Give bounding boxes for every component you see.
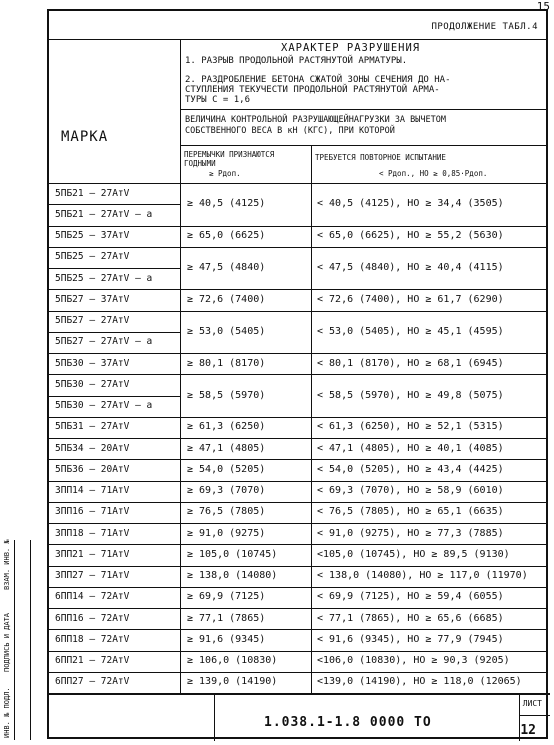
retest-value: < 53,0 (5405), НО ≥ 45,1 (4595) — [317, 325, 504, 337]
row-rule — [49, 374, 546, 375]
value-divider — [311, 145, 312, 693]
row-rule — [49, 502, 546, 503]
mark-cell: 5ПБ30 – 27АтV – а — [55, 400, 153, 412]
mark-sub-rule — [49, 396, 180, 397]
mark-cell: 6ПП21 – 72АтV — [55, 655, 130, 667]
accept-value: ≥ 91,0 (9275) — [187, 527, 266, 539]
marka-divider — [180, 39, 181, 693]
accept-value: ≥ 58,5 (5970) — [187, 389, 266, 401]
accept-value: ≥ 91,6 (9345) — [187, 633, 266, 645]
accept-value: ≥ 105,0 (10745) — [187, 548, 278, 560]
row-rule — [49, 629, 546, 630]
mark-cell: 3ПП14 – 71АтV — [55, 485, 130, 497]
marka-header: МАРКА — [61, 129, 109, 145]
col1-head-2: ГОДНЫМИ — [184, 159, 216, 168]
mark-cell: 5ПБ27 – 27АтV – а — [55, 336, 153, 348]
mark-cell: 6ПП27 – 72АтV — [55, 676, 130, 688]
retest-value: < 76,5 (7805), НО ≥ 65,1 (6635) — [317, 506, 504, 518]
retest-value: < 91,0 (9275), НО ≥ 77,3 (7885) — [317, 527, 504, 539]
row-rule — [49, 459, 546, 460]
accept-value: ≥ 61,3 (6250) — [187, 421, 266, 433]
accept-value: ≥ 69,3 (7070) — [187, 485, 266, 497]
mark-cell: 5ПБ25 – 27АтV – а — [55, 272, 153, 284]
retest-value: <139,0 (14190), НО ≥ 118,0 (12065) — [317, 676, 522, 688]
mark-cell: 5ПБ25 – 37АтV — [55, 230, 130, 242]
accept-value: ≥ 80,1 (8170) — [187, 357, 266, 369]
side-label-inv: ИНВ. № ПОДЛ. — [3, 687, 11, 738]
retest-value: < 61,3 (6250), НО ≥ 52,1 (5315) — [317, 421, 504, 433]
page-number: 15 — [536, 0, 550, 13]
sheet-label: ЛИСТ — [522, 699, 542, 708]
side-label-vzam: ВЗАМ. ИНВ. № — [3, 539, 11, 590]
table-sheet — [47, 9, 548, 739]
accept-value: ≥ 139,0 (14190) — [187, 676, 278, 688]
retest-value: < 65,0 (6625), НО ≥ 55,2 (5630) — [317, 230, 504, 242]
retest-value: < 54,0 (5205), НО ≥ 43,4 (4425) — [317, 463, 504, 475]
accept-value: ≥ 69,9 (7125) — [187, 591, 266, 603]
retest-value: < 69,3 (7070), НО ≥ 58,9 (6010) — [317, 485, 504, 497]
char-title: ХАРАКТЕР РАЗРУШЕНИЯ — [281, 42, 421, 54]
retest-value: < 91,6 (9345), НО ≥ 77,9 (7945) — [317, 633, 504, 645]
sheet-number: 12 — [520, 723, 536, 738]
retest-value: < 72,6 (7400), НО ≥ 61,7 (6290) — [317, 293, 504, 305]
row-rule — [49, 608, 546, 609]
load-desc-1: ВЕЛИЧИНА КОНТРОЛЬНОЙ РАЗРУШАЮЩЕЙНАГРУЗКИ ЗА ВЫЧЕТОМ — [185, 115, 446, 125]
accept-value: ≥ 76,5 (7805) — [187, 506, 266, 518]
char-item-2c: ТУРЫ C = 1,6 — [185, 95, 251, 105]
row-rule — [49, 481, 546, 482]
mark-cell: 3ПП21 – 71АтV — [55, 548, 130, 560]
retest-value: < 69,9 (7125), НО ≥ 59,4 (6055) — [317, 591, 504, 603]
mark-cell: 3ПП27 – 71АтV — [55, 570, 130, 582]
mark-cell: 5ПБ31 – 27АтV — [55, 421, 130, 433]
mark-cell: 3ПП16 – 71АтV — [55, 506, 130, 518]
col2-head-2: < Pдоп., НО ≥ 0,85·Pдоп. — [379, 169, 488, 178]
mark-cell: 5ПБ30 – 27АтV — [55, 378, 130, 390]
document-code: 1.038.1-1.8 0000 ТО — [264, 715, 432, 730]
char-item-2b: СТУПЛЕНИЯ ТЕКУЧЕСТИ ПРОДОЛЬНОЙ РАСТЯНУТОЙ АРМА- — [185, 85, 440, 95]
mark-cell: 6ПП18 – 72АтV — [55, 633, 130, 645]
row-rule — [49, 247, 546, 248]
retest-value: < 58,5 (5970), НО ≥ 49,8 (5075) — [317, 389, 504, 401]
row-rule — [49, 523, 546, 524]
accept-value: ≥ 65,0 (6625) — [187, 230, 266, 242]
row-rule — [49, 417, 546, 418]
accept-value: ≥ 77,1 (7865) — [187, 612, 266, 624]
row-rule — [49, 353, 546, 354]
char-item-1: 1. РАЗРЫВ ПРОДОЛЬНОЙ РАСТЯНУТОЙ АРМАТУРЫ. — [185, 56, 408, 66]
accept-value: ≥ 106,0 (10830) — [187, 655, 278, 667]
rule-load-bottom — [180, 145, 546, 146]
mark-cell: 6ПП14 – 72АтV — [55, 591, 130, 603]
continuation-label: ПРОДОЛЖЕНИЕ ТАБЛ.4 — [431, 22, 538, 32]
side-rule-1 — [14, 540, 15, 740]
accept-value: ≥ 54,0 (5205) — [187, 463, 266, 475]
row-rule — [49, 183, 546, 184]
row-rule — [49, 311, 546, 312]
load-desc-2: СОБСТВЕННОГО ВЕСА В кН (КГС), ПРИ КОТОРОЙ — [185, 126, 395, 136]
mark-sub-rule — [49, 268, 180, 269]
row-rule — [49, 566, 546, 567]
char-item-2a: 2. РАЗДРОБЛЕНИЕ БЕТОНА СЖАТОЙ ЗОНЫ СЕЧЕНИЯ ДО НА- — [185, 75, 451, 85]
side-label-sign: ПОДПИСЬ И ДАТА — [3, 612, 11, 672]
mark-cell: 5ПБ27 – 27АтV — [55, 315, 130, 327]
row-rule — [49, 651, 546, 652]
row-rule — [49, 438, 546, 439]
stamp-list-rule — [519, 715, 550, 716]
header-top-rule — [49, 39, 546, 40]
mark-cell: 5ПБ25 – 27АтV — [55, 251, 130, 263]
row-rule — [49, 544, 546, 545]
mark-cell: 6ПП16 – 72АтV — [55, 612, 130, 624]
mark-cell: 5ПБ36 – 20АтV — [55, 463, 130, 475]
retest-value: < 47,5 (4840), НО ≥ 40,4 (4115) — [317, 262, 504, 273]
col2-head-1: ТРЕБУЕТСЯ ПОВТОРНОЕ ИСПЫТАНИЕ — [315, 153, 446, 162]
retest-value: < 40,5 (4125), НО ≥ 34,4 (3505) — [317, 198, 504, 210]
retest-value: < 138,0 (14080), НО ≥ 117,0 (11970) — [317, 570, 528, 582]
col1-head-3: ≥ Pдоп. — [209, 169, 241, 178]
retest-value: < 77,1 (7865), НО ≥ 65,6 (6685) — [317, 612, 504, 624]
accept-value: ≥ 40,5 (4125) — [187, 198, 266, 210]
retest-value: <106,0 (10830), НО ≥ 90,3 (9205) — [317, 655, 510, 667]
rule-char-bottom — [180, 109, 546, 110]
mark-cell: 5ПБ30 – 37АтV — [55, 357, 130, 369]
row-rule — [49, 289, 546, 290]
retest-value: <105,0 (10745), НО ≥ 89,5 (9130) — [317, 548, 510, 560]
col1-head-1: ПЕРЕМЫЧКИ ПРИЗНАЮТСЯ — [184, 150, 275, 159]
mark-sub-rule — [49, 332, 180, 333]
side-margin — [0, 540, 46, 740]
accept-value: ≥ 47,1 (4805) — [187, 442, 266, 454]
accept-value: ≥ 138,0 (14080) — [187, 570, 278, 582]
mark-cell: 5ПБ27 – 37АтV — [55, 293, 130, 305]
accept-value: ≥ 53,0 (5405) — [187, 325, 266, 337]
retest-value: < 80,1 (8170), НО ≥ 68,1 (6945) — [317, 357, 504, 369]
mark-cell: 3ПП18 – 71АтV — [55, 527, 130, 539]
mark-cell: 5ПБ34 – 20АтV — [55, 442, 130, 454]
stamp-divider-left — [214, 695, 215, 741]
side-rule-2 — [30, 540, 31, 740]
retest-value: < 47,1 (4805), НО ≥ 40,1 (4085) — [317, 442, 504, 454]
mark-sub-rule — [49, 204, 180, 205]
mark-cell: 5ПБ21 – 27АтV – а — [55, 208, 153, 220]
mark-cell: 5ПБ21 – 27АтV — [55, 187, 130, 199]
accept-value: ≥ 47,5 (4840) — [187, 262, 266, 273]
row-rule — [49, 226, 546, 227]
row-rule — [49, 672, 546, 673]
row-rule — [49, 587, 546, 588]
accept-value: ≥ 72,6 (7400) — [187, 293, 266, 305]
